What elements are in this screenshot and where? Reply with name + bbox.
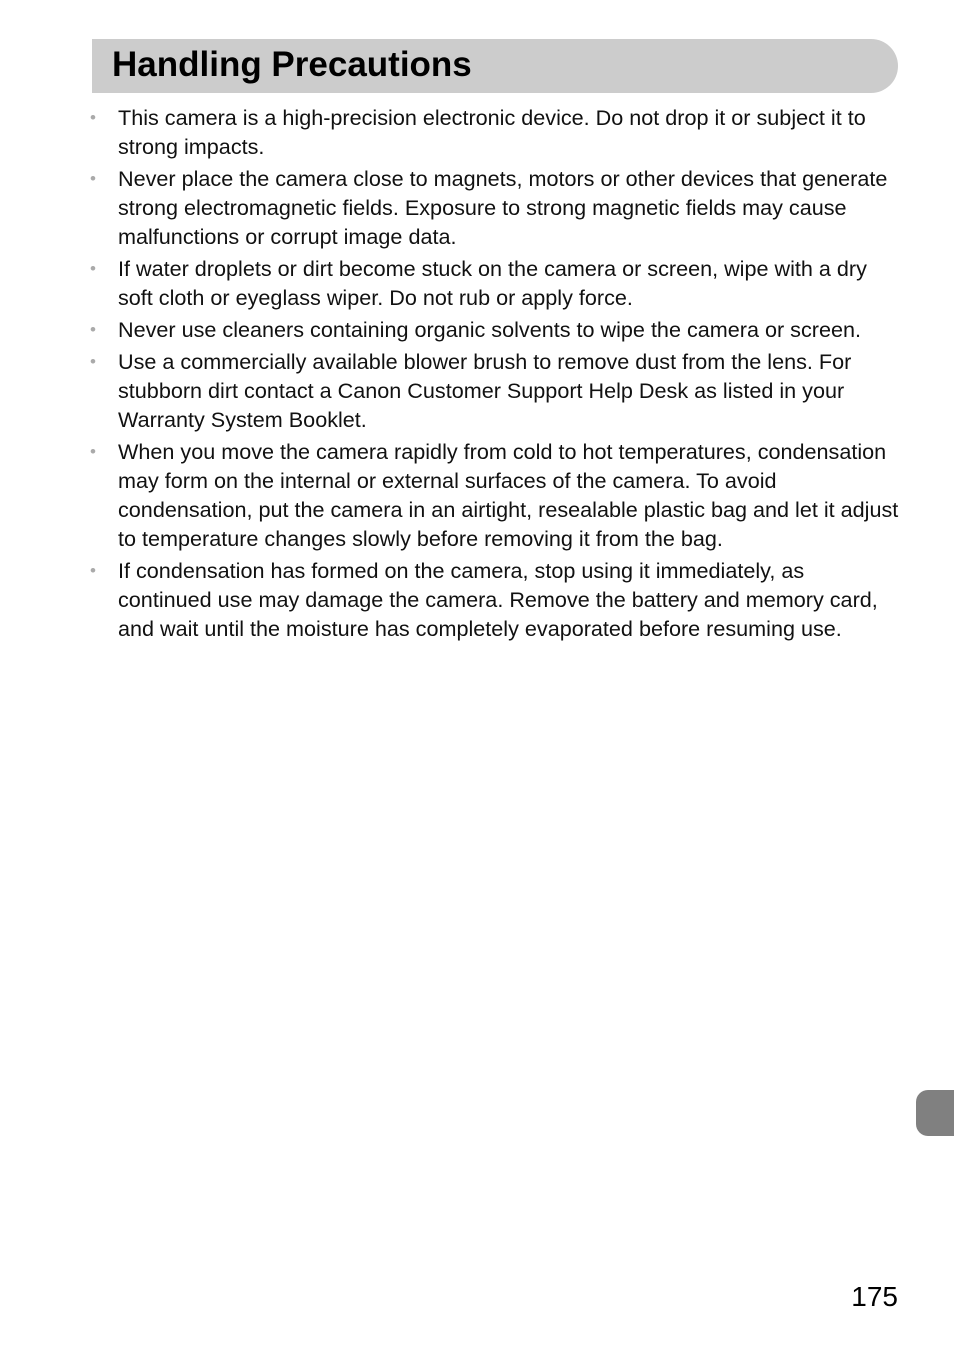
page-number: 175: [851, 1281, 898, 1312]
list-item: [90, 315, 900, 344]
list-item-text: Use a commercially available blower brush to remove dust from the lens. For stubborn dirt contact a Canon Customer Support Help Desk as listed in your Warranty System Booklet.: [118, 349, 852, 432]
list-item: [90, 437, 900, 553]
bullet-icon: •: [90, 259, 96, 278]
bullet-icon: •: [90, 352, 96, 371]
bullet-icon: •: [90, 320, 96, 339]
list-item: [90, 254, 900, 312]
list-item-text: Never place the camera close to magnets, motors or other devices that generate strong electromagnetic fields. Exposure to strong magnetic fields may cause malfunctions or corrupt image data.: [118, 166, 888, 249]
list-item: [90, 347, 900, 434]
bullet-icon: •: [90, 169, 96, 188]
list-item: [90, 103, 900, 161]
list-item-text: Never use cleaners containing organic solvents to wipe the camera or screen.: [118, 317, 861, 342]
list-item: [90, 164, 900, 251]
list-item-text: When you move the camera rapidly from cold to hot temperatures, condensation may form on the internal or external surfaces of the camera. To avoid condensation, put the camera in an airtight, resealable plastic bag and let it adjust to temperature changes slowly before removing it from the bag.: [118, 439, 899, 551]
list-item-text: If water droplets or dirt become stuck on the camera or screen, wipe with a dry soft cloth or eyeglass wiper. Do not rub or apply force.: [118, 256, 867, 310]
bullet-icon: •: [90, 442, 96, 461]
list-item-text: If condensation has formed on the camera, stop using it immediately, as continued use may damage the camera. Remove the battery and memory card, and wait until the moisture has completely evaporated before resuming use.: [118, 558, 878, 641]
bullet-icon: •: [90, 561, 96, 580]
chapter-tab: [916, 1090, 954, 1136]
list-item: [90, 556, 900, 643]
list-item-text: This camera is a high-precision electronic device. Do not drop it or subject it to strong impacts.: [118, 105, 866, 159]
precautions-list: [90, 103, 900, 646]
page-title: Handling Precautions: [112, 45, 472, 84]
section-title-bar: [92, 39, 898, 93]
bullet-icon: •: [90, 108, 96, 127]
